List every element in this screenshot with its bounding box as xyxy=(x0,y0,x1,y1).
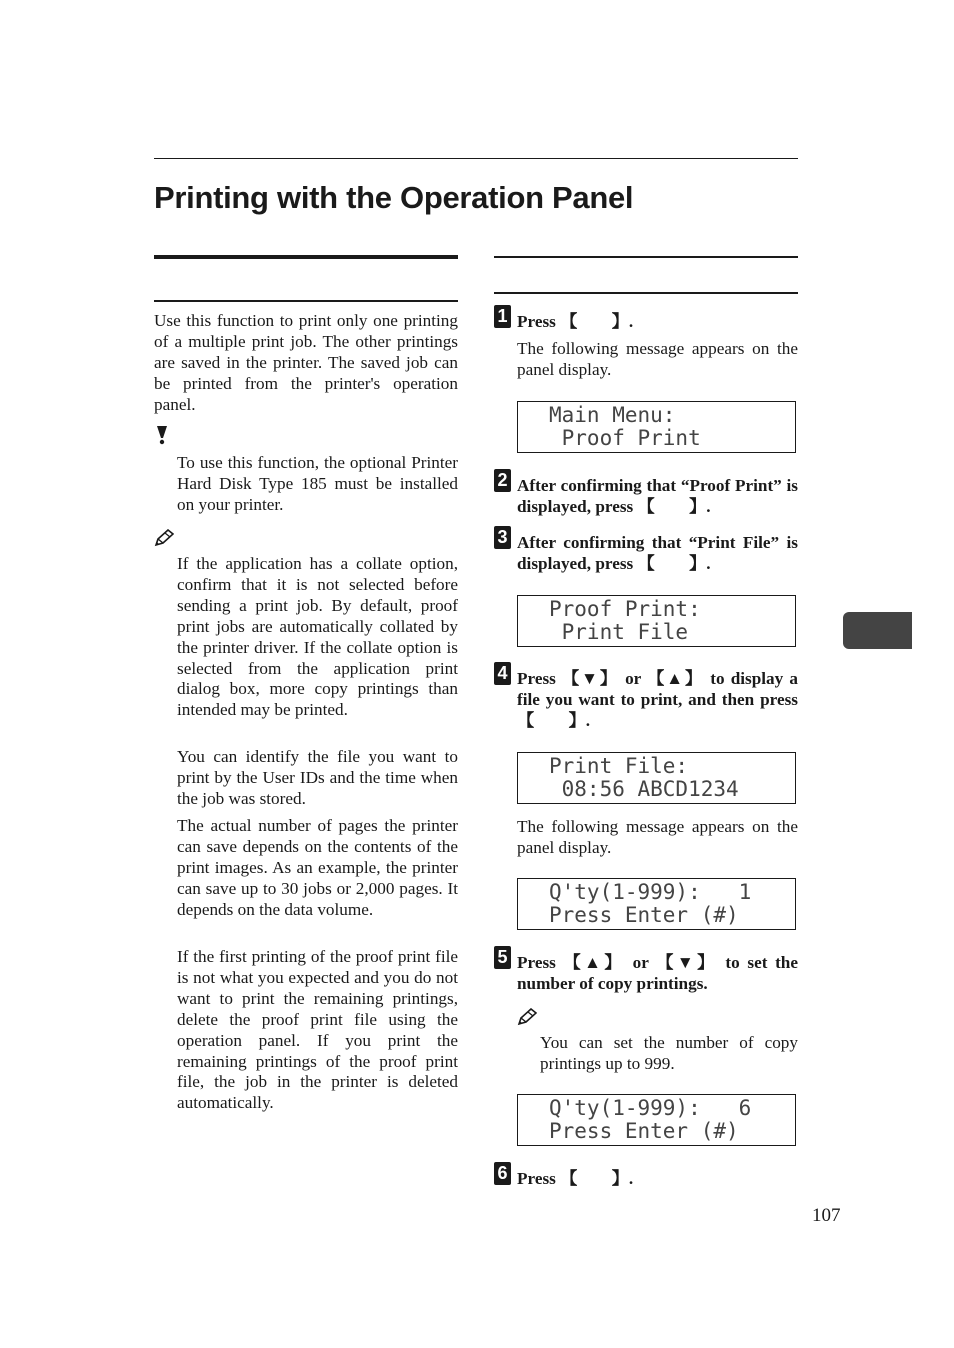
step-1-number: 1 xyxy=(494,305,511,328)
step-5-instruction: Press 【▲】 or 【▼】 to set the number of copy printings. xyxy=(517,953,798,993)
header-rule xyxy=(154,158,798,159)
note-pencil-icon xyxy=(154,529,174,547)
message-note-1: The following message appears on the panel display. xyxy=(517,339,798,379)
step-3-period: . xyxy=(706,553,711,573)
right-section-thin-rule xyxy=(494,292,798,294)
step-3-text xyxy=(517,533,798,575)
message-note-2: The following message appears on the panel display. xyxy=(517,817,798,857)
step-4-period: . xyxy=(585,710,591,730)
important-text: To use this function, the optional Printer Hard Disk Type 185 must be installed on your printer. xyxy=(177,453,458,514)
step-3-instruction: After confirming that “Print File” is displayed, press xyxy=(517,533,798,573)
step-4-text xyxy=(517,669,798,732)
chapter-tab xyxy=(843,612,912,649)
lcd-display-print-file xyxy=(517,752,796,804)
note-pencil-icon xyxy=(517,1008,537,1026)
lcd-line-1: Q'ty(1-999): 6 xyxy=(549,1096,752,1120)
step-1-key: 【 】 xyxy=(560,312,629,331)
step-4-number: 4 xyxy=(494,662,511,685)
lcd-line-1: Q'ty(1-999): 1 xyxy=(549,880,752,904)
lcd-line-1: Main Menu: xyxy=(549,403,676,427)
step-3-number: 3 xyxy=(494,526,511,549)
step-2-period: . xyxy=(706,496,711,516)
right-section-thick-rule xyxy=(494,256,798,258)
note-paragraph-3: The actual number of pages the printer can save depends on the contents of the print images. As an example, the printer can save up to 30 jobs or 2,000 pages. It depends on the data volume. xyxy=(177,816,458,919)
lcd-display-quantity-6 xyxy=(517,1094,796,1146)
lcd-display-proof-print xyxy=(517,595,796,647)
step-5-number: 5 xyxy=(494,946,511,969)
step-1-instruction: Press xyxy=(517,312,561,331)
lcd-line-2: Press Enter (#) xyxy=(549,1119,739,1143)
lcd-line-1: Print File: xyxy=(549,754,689,778)
lcd-line-2: 08:56 ABCD1234 xyxy=(549,777,739,801)
step-4-key: 【 】 xyxy=(517,710,586,730)
step-2-key: 【 】 xyxy=(637,496,707,516)
lcd-line-2: Press Enter (#) xyxy=(549,903,739,927)
lcd-display-quantity-1 xyxy=(517,878,796,930)
note-paragraph-4: If the first printing of the proof print file is not what you expected and you do not want to print the remaining printings, delete the proof print file using the operation panel. If you print the remaining printings of the proof print file, the job in the printer is deleted automatically. xyxy=(177,947,458,1113)
step-5-text xyxy=(517,953,798,995)
intro-paragraph: Use this function to print only one printing of a multiple print job. The other printings are saved in the printer. The saved job can be printed from the printer's operation panel. xyxy=(154,311,458,414)
copy-note: You can set the number of copy printings up to 999. xyxy=(540,1033,798,1073)
page-title: Printing with the Operation Panel xyxy=(154,180,634,215)
lcd-line-2: Proof Print xyxy=(549,426,701,450)
step-2-text xyxy=(517,476,798,518)
lcd-display-main-menu xyxy=(517,401,796,453)
important-icon xyxy=(154,425,170,445)
step-6-number: 6 xyxy=(494,1162,511,1185)
note-paragraph-2: You can identify the file you want to print by the User IDs and the time when the job was stored. xyxy=(177,747,458,808)
step-6-text xyxy=(517,1169,798,1190)
step-4-instruction: Press 【▼】 or 【▲】 to display a file you want to print, and then press xyxy=(517,669,798,709)
step-3-key: 【 】 xyxy=(637,553,707,573)
left-section-thin-rule xyxy=(154,300,458,302)
page-number: 107 xyxy=(812,1205,841,1226)
left-section-thick-rule xyxy=(154,255,458,259)
step-2-number: 2 xyxy=(494,469,511,492)
lcd-line-1: Proof Print: xyxy=(549,597,701,621)
note-paragraph-1: If the application has a collate option, confirm that it is not selected before sending a print job. By default, proof print jobs are automatically collated by the printer driver. If the collate option is selected from the application print dialog box, more copy printings than intended may be printed. xyxy=(177,554,458,720)
step-2-instruction: After confirming that “Proof Print” is displayed, press xyxy=(517,476,798,516)
step-1-text xyxy=(517,312,798,333)
lcd-line-2: Print File xyxy=(549,620,689,644)
step-1-period: . xyxy=(628,312,634,331)
step-6-period: . xyxy=(628,1169,634,1188)
step-6-instruction: Press xyxy=(517,1169,561,1188)
step-6-key: 【 】 xyxy=(560,1169,629,1188)
